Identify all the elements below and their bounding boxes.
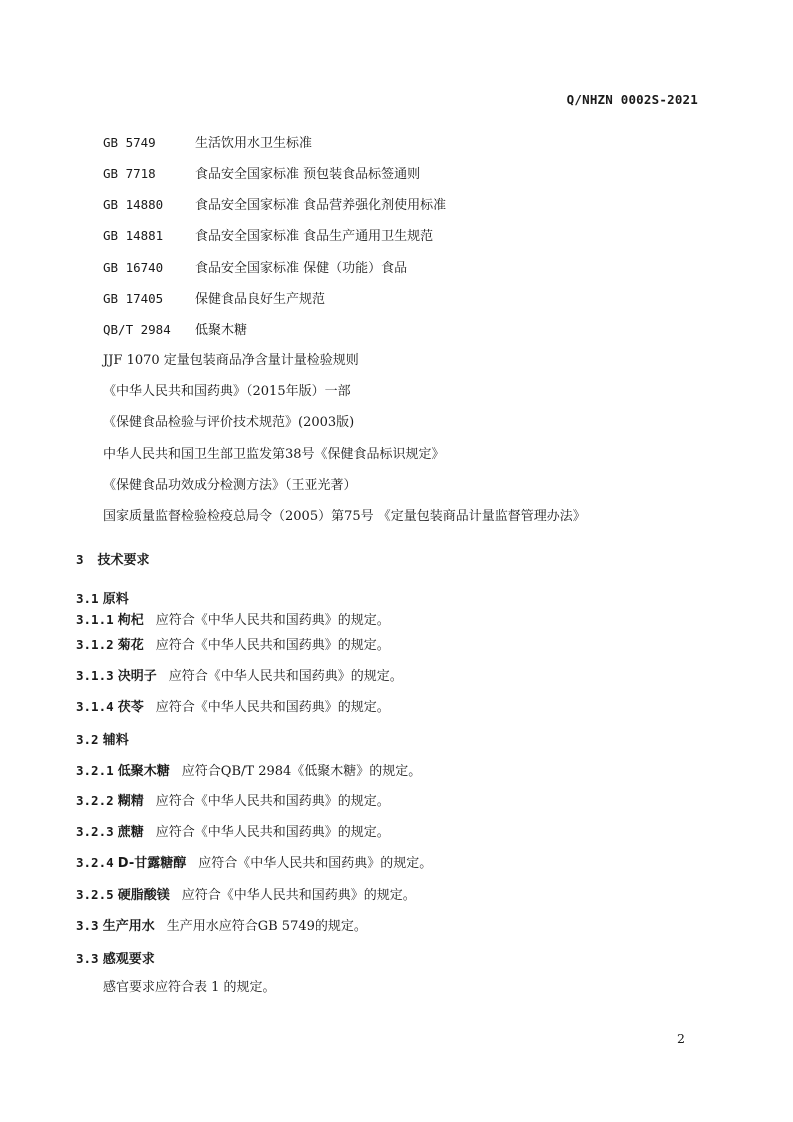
reference-title: 食品安全国家标准 预包装食品标签通则 [195, 167, 421, 182]
reference-code: GB 5749 [103, 135, 156, 150]
reference-code: QB/T 2984 [103, 322, 171, 337]
section-text: 生产用水应符合GB 5749的规定。 [166, 919, 367, 934]
section-title: 辅料 [102, 733, 129, 748]
reference-row [103, 290, 325, 309]
section-title: 蔗糖 [117, 825, 144, 840]
reference-row [103, 196, 446, 215]
section-title: 生产用水 [102, 919, 155, 934]
reference-code: GB 7718 [103, 166, 156, 181]
section-title: 枸杞 [117, 613, 144, 628]
section-title: 茯苓 [117, 700, 144, 715]
clause [76, 823, 390, 842]
section-title: 感观要求 [102, 952, 155, 967]
section-text: 应符合《中华人民共和国药典》的规定。 [198, 856, 433, 871]
reference-code: GB 14881 [103, 228, 164, 243]
section-text: 应符合QB/T 2984《低聚木糖》的规定。 [181, 764, 422, 779]
section-number: 3.3 [76, 951, 99, 966]
reference-title: 生活饮用水卫生标准 [195, 136, 313, 151]
reference-title: 低聚木糖 [195, 323, 248, 338]
section-number: 3.2.3 [76, 824, 114, 839]
other-reference: 国家质量监督检验检疫总局令（2005）第75号 《定量包装商品计量监督管理办法》 [103, 509, 586, 524]
section-title: 糊精 [117, 794, 144, 809]
section-heading [76, 590, 129, 609]
document-code: Q/NHZN 0002S-2021 [566, 92, 698, 107]
section-text: 应符合《中华人民共和国药典》的规定。 [155, 794, 390, 809]
section-number: 3.1.4 [76, 699, 114, 714]
section-number: 3.2.2 [76, 793, 114, 808]
section-number: 3.1 [76, 591, 99, 606]
reference-title: 食品安全国家标准 保健（功能）食品 [195, 261, 408, 276]
section-heading [76, 950, 155, 969]
section-number: 3 [76, 552, 84, 567]
clause [76, 792, 390, 811]
section-text: 应符合《中华人民共和国药典》的规定。 [155, 700, 390, 715]
section-number: 3.2.5 [76, 887, 114, 902]
section-number: 3.2 [76, 732, 99, 747]
reference-row [103, 134, 312, 153]
section-text: 应符合《中华人民共和国药典》的规定。 [155, 638, 390, 653]
reference-row [103, 227, 433, 246]
section-title: 菊花 [117, 638, 144, 653]
section-number: 3.1.2 [76, 637, 114, 652]
clause [76, 611, 390, 630]
reference-row [103, 259, 407, 278]
clause [76, 762, 421, 781]
reference-code: GB 14880 [103, 197, 164, 212]
section-number: 3.3 [76, 918, 99, 933]
clause [76, 636, 390, 655]
clause [76, 854, 432, 873]
section-title: D-甘露糖醇 [117, 856, 187, 871]
section-number: 3.1.1 [76, 612, 114, 627]
section-title: 低聚木糖 [117, 764, 170, 779]
clause [76, 667, 403, 686]
section-title: 技术要求 [97, 553, 150, 568]
other-reference: 《保健食品功效成分检测方法》（王亚光著） [103, 478, 357, 493]
other-reference: 《保健食品检验与评价技术规范》(2003版) [103, 415, 355, 430]
body-paragraph: 感官要求应符合表 1 的规定。 [103, 980, 276, 995]
reference-title: 食品安全国家标准 食品营养强化剂使用标准 [195, 198, 447, 213]
clause [76, 917, 367, 936]
section-text: 应符合《中华人民共和国药典》的规定。 [168, 669, 403, 684]
reference-title: 保健食品良好生产规范 [195, 292, 326, 307]
section-number: 3.1.3 [76, 668, 114, 683]
section-title: 硬脂酸镁 [117, 888, 170, 903]
section-number: 3.2.1 [76, 763, 114, 778]
section-title: 决明子 [117, 669, 157, 684]
reference-code: GB 16740 [103, 260, 164, 275]
reference-code: GB 17405 [103, 291, 164, 306]
other-reference: 中华人民共和国卫生部卫监发第38号《保健食品标识规定》 [103, 447, 445, 462]
clause [76, 886, 416, 905]
section-title: 原料 [102, 592, 129, 607]
section-number: 3.2.4 [76, 855, 114, 870]
section-text: 应符合《中华人民共和国药典》的规定。 [181, 888, 416, 903]
reference-row [103, 321, 247, 340]
section-text: 应符合《中华人民共和国药典》的规定。 [155, 613, 390, 628]
section-text: 应符合《中华人民共和国药典》的规定。 [155, 825, 390, 840]
clause [76, 698, 390, 717]
section-heading [76, 731, 129, 750]
page-number: 2 [677, 1031, 685, 1046]
other-reference: 《中华人民共和国药典》（2015年版）一部 [103, 384, 351, 399]
other-reference: JJF 1070 定量包装商品净含量计量检验规则 [103, 353, 359, 368]
section-heading [76, 551, 150, 570]
reference-title: 食品安全国家标准 食品生产通用卫生规范 [195, 229, 434, 244]
reference-row [103, 165, 420, 184]
